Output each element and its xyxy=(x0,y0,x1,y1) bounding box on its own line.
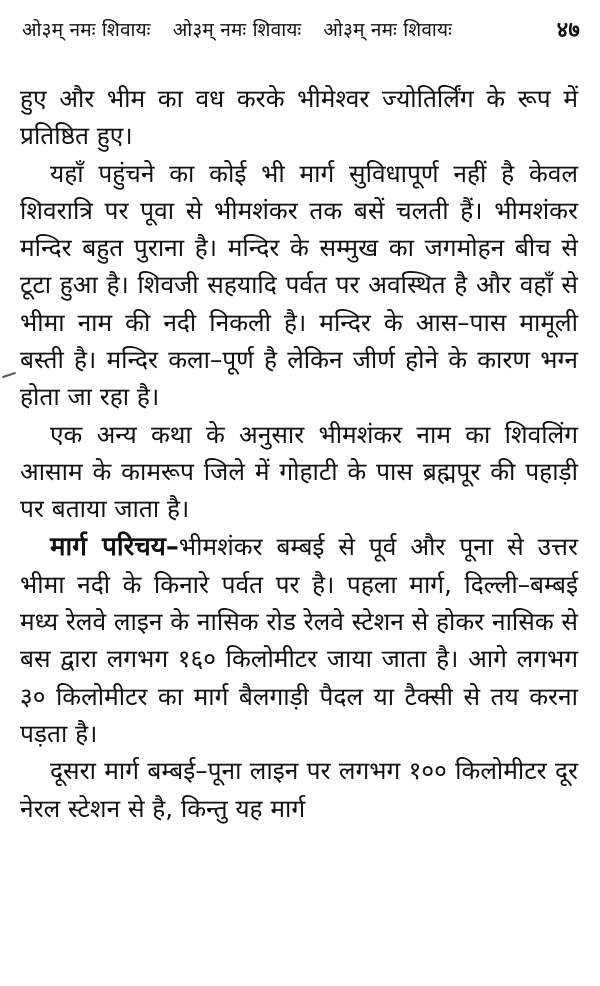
paragraph-continuation: हुए और भीम का वध करके भीमेश्वर ज्योतिर्लिंग के रूप में प्रतिष्ठित हुए। xyxy=(20,84,578,151)
route-intro-text: भीमशंकर बम्बई से पूर्व और पूना से उत्तर भीमा नदी के किनारे पर्वत पर है। पहला मार्ग, दिल्ली–बम्बई मध्य रेलवे लाइन के नासिक रोड रेलवे स्टेशन से होकर नासिक से बस द्वारा लगभग १६० किलोमीटर जाया जाता है। आगे लगभग ३० किलोमीटर का मार्ग बैलगाड़ी पैदल या टैक्सी से तय करना पड़ता है। xyxy=(20,531,578,749)
paragraph-alternate-legend: एक अन्य कथा के अनुसार भीमशंकर नाम का शिवलिंग आसाम के कामरूप जिले में गोहाटी के पास ब्रह्मपूर की पहाड़ी पर बताया जाता है। xyxy=(20,419,578,524)
paragraph-temple-description: यहाँ पहुंचने का कोई भी मार्ग सुविधापूर्ण नहीं है केवल शिवरात्रि पर पूवा से भीमशंकर तक बसें चलती हैं। भीमशंकर मन्दिर बहुत पुराना है। मन्दिर के सम्मुख का जगमोहन बीच से टूटा हुआ है। शिवजी सहयादि पर्वत पर अवस्थित है और वहाँ से भीमा नाम की नदी निकली है। मन्दिर के आस–पास मामूली बस्ती है। मन्दिर कला–पूर्ण है लेकिन जीर्ण होने के कारण भग्न होता जा रहा है। xyxy=(20,158,578,412)
header-title-3: ओ३म् नमः शिवायः xyxy=(323,19,453,41)
page-number: ४७ xyxy=(556,18,580,43)
margin-mark xyxy=(2,372,16,378)
running-header xyxy=(22,14,586,44)
header-title-1: ओ३म् नमः शिवायः xyxy=(22,19,151,41)
header-title-2: ओ३म् नमः शिवायः xyxy=(172,19,302,41)
body-text xyxy=(20,80,578,827)
header-titles xyxy=(22,16,452,42)
paragraph-second-route: दूसरा मार्ग बम्बई–पूना लाइन पर लगभग १०० किलोमीटर दूर नेरल स्टेशन से है, किन्तु यह मार्ग xyxy=(20,756,578,823)
paragraph-route-intro xyxy=(20,528,578,753)
route-heading: मार्ग परिचय– xyxy=(50,531,179,562)
